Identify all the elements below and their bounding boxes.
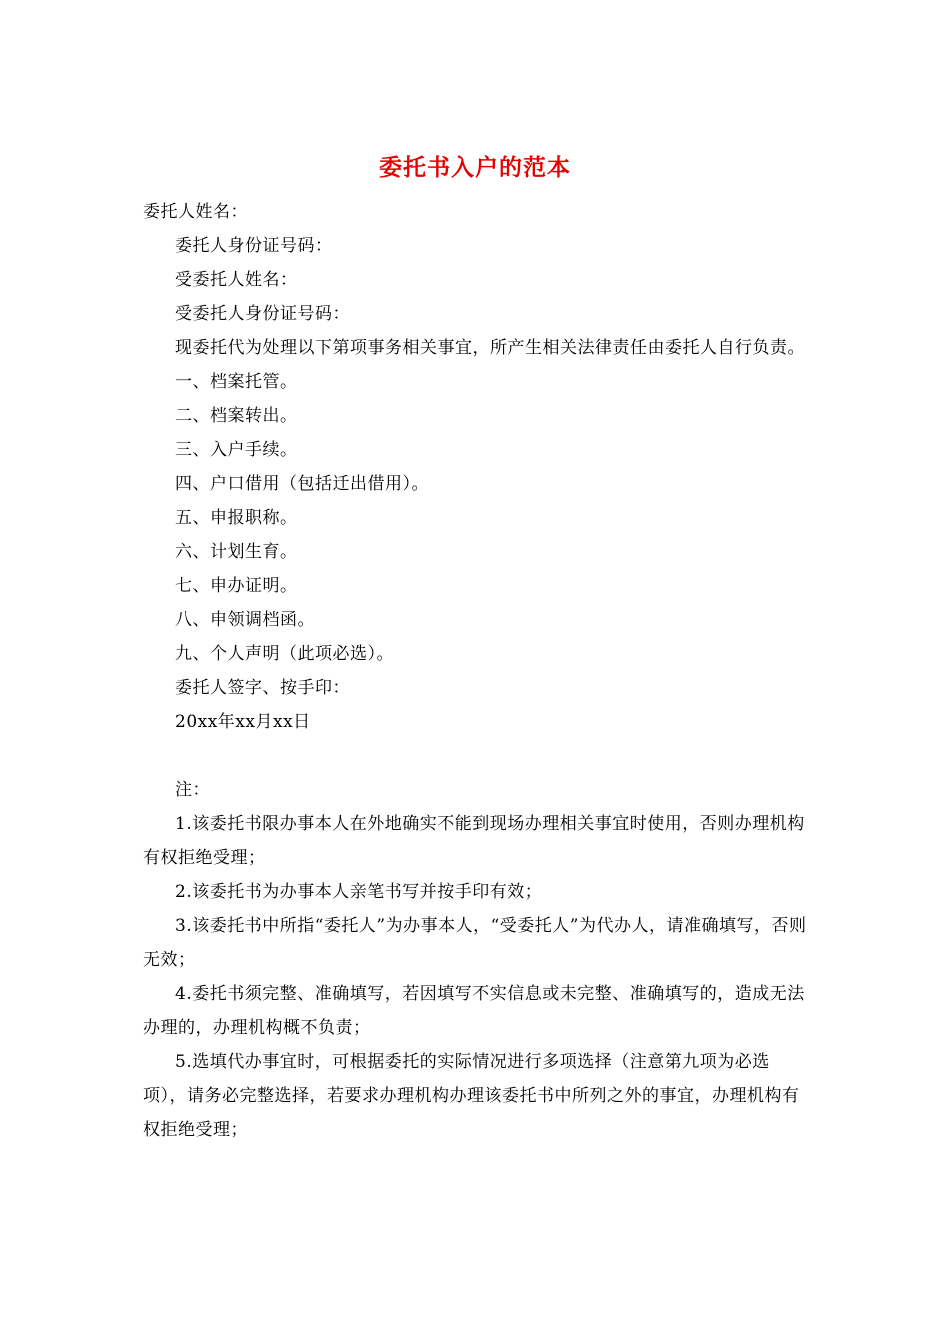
- delegation-statement: 现委托代为处理以下第项事务相关事宜，所产生相关法律责任由委托人自行负责。: [175, 338, 805, 358]
- date-line: 20xx年xx月xx日: [175, 712, 311, 732]
- notes-heading: 注：: [175, 780, 210, 800]
- note-2: 2.该委托书为办事本人亲笔书写并按手印有效；: [175, 882, 543, 902]
- item-3: 三、入户手续。: [175, 440, 298, 460]
- item-5: 五、申报职称。: [175, 508, 298, 528]
- item-4: 四、户口借用（包括迁出借用）。: [175, 474, 429, 494]
- note-5: 5.选填代办事宜时，可根据委托的实际情况进行多项选择（注意第九项为必选项），请务必完整选择，若要求办理机构办理该委托书中所列之外的事宜，办理机构有权拒绝受理；: [143, 1052, 800, 1140]
- item-7: 七、申办证明。: [175, 576, 298, 596]
- note-3: 3.该委托书中所指“委托人”为办事本人，“受委托人”为代办人，请准确填写，否则无效；: [143, 916, 807, 970]
- note-4: 4.委托书须完整、准确填写，若因填写不实信息或未完整、准确填写的，造成无法办理的，办理机构概不负责；: [143, 984, 805, 1038]
- blank-line: [143, 739, 808, 773]
- document-body: [143, 195, 808, 1147]
- item-1: 一、档案托管。: [175, 372, 298, 392]
- item-2: 二、档案转出。: [175, 406, 298, 426]
- agent-id-field: 受委托人身份证号码：: [175, 304, 350, 324]
- agent-name-field: 受委托人姓名：: [175, 270, 298, 290]
- document-title: 委托书入户的范本: [379, 154, 571, 181]
- principal-name-field: 委托人姓名：: [143, 202, 248, 222]
- item-9: 九、个人声明（此项必选）。: [175, 644, 394, 664]
- note-1: 1.该委托书限办事本人在外地确实不能到现场办理相关事宜时使用，否则办理机构有权拒绝受理；: [143, 814, 805, 868]
- item-6: 六、计划生育。: [175, 542, 298, 562]
- item-8: 八、申领调档函。: [175, 610, 315, 630]
- principal-id-field: 委托人身份证号码：: [175, 236, 333, 256]
- signature-line: 委托人签字、按手印：: [175, 678, 350, 698]
